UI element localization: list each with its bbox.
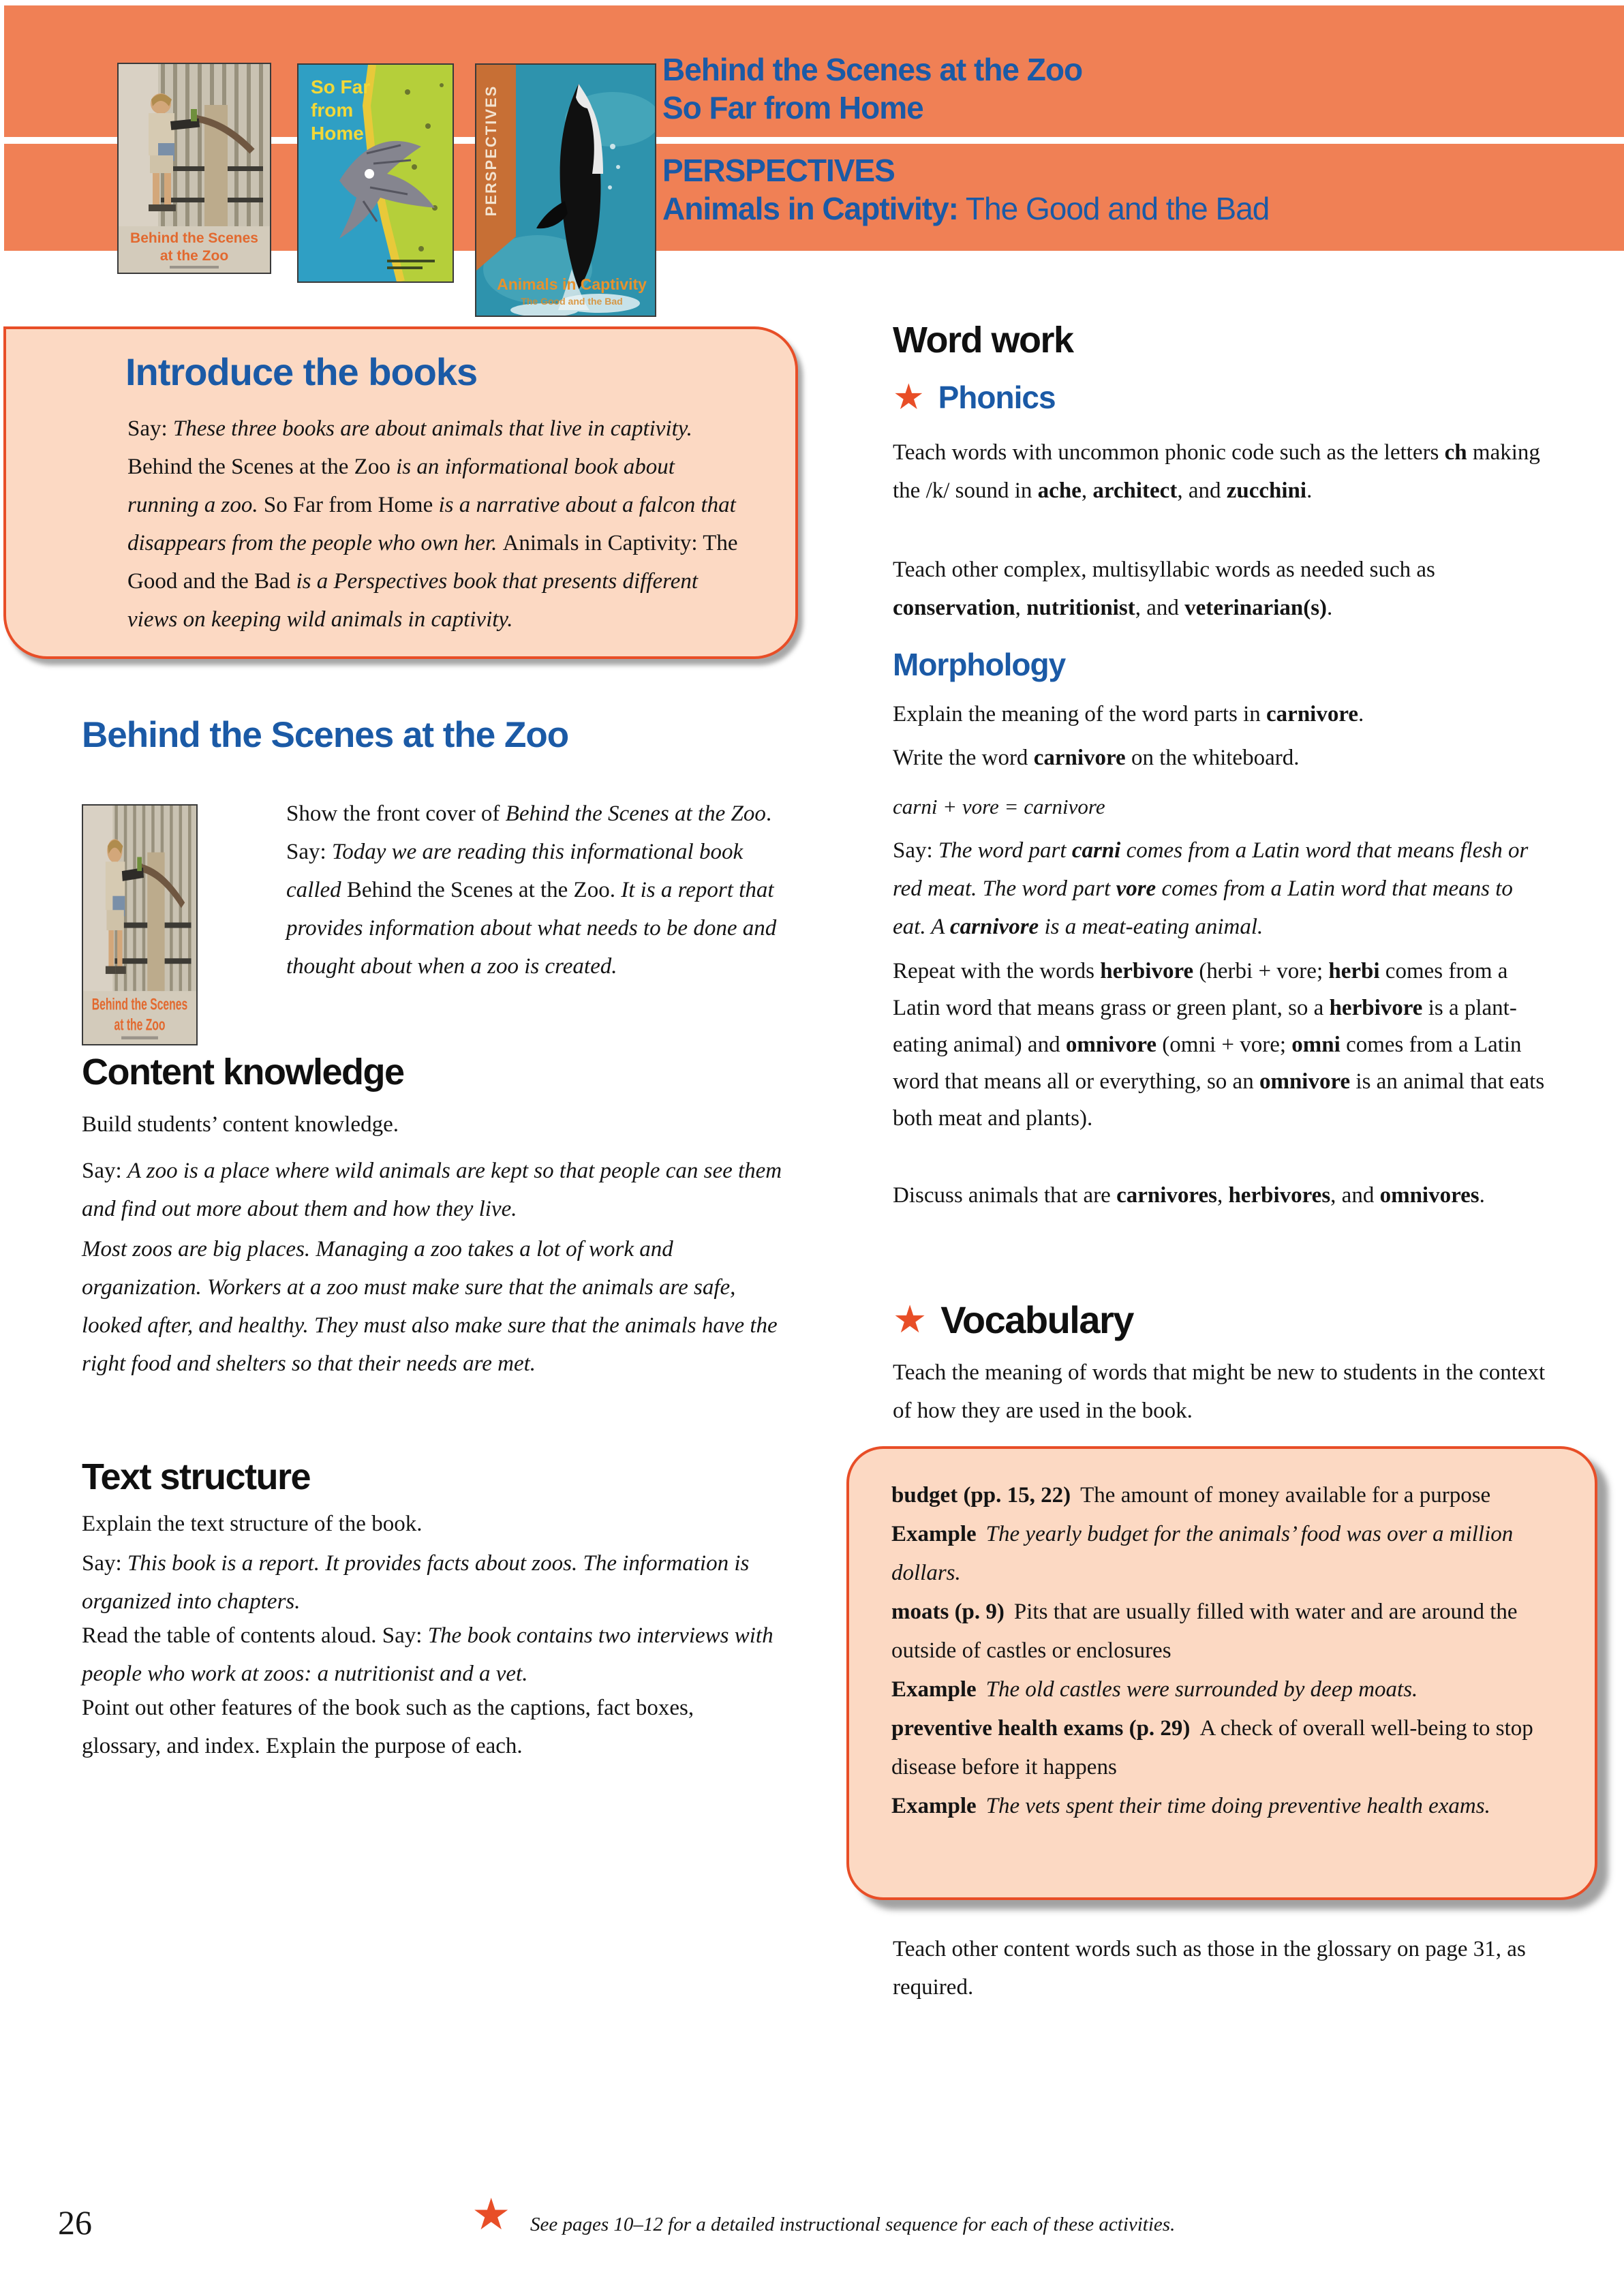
text-structure-p2: Say: This book is a report. It provides facts about zoos. The information is organized into chapters.: [82, 1551, 750, 1614]
morphology-heading: Morphology: [893, 647, 1066, 682]
phonics-p2: Teach other complex, multisyllabic words as needed such as conservation, nutritionist, and veterinarian(s).: [893, 557, 1435, 620]
svg-text:at the Zoo: at the Zoo: [159, 248, 229, 264]
text-structure-heading: Text structure: [82, 1456, 311, 1497]
orca-cover-illustration: [476, 65, 655, 316]
introduce-books-body: Say: These three books are about animals that live in captivity. Behind the Scenes at the Zoo is an informational book about running a zoo. So Far from Home is a narrative about a falcon that disappears from the people who own her. Animals in Captivity: The Good and the Bad is a Perspectives book that presents different views on keeping wild animals in captivity.: [127, 416, 738, 632]
content-knowledge-heading: Content knowledge: [82, 1052, 404, 1092]
banner-series-title: Animals in Captivity: The Good and the Bad: [662, 191, 1270, 226]
banner-title-book1: Behind the Scenes at the Zoo: [662, 52, 1083, 87]
footer-note: See pages 10–12 for a detailed instructional sequence for each of these activities.: [530, 2214, 1176, 2235]
content-knowledge-p2: Say: A zoo is a place where wild animals are kept so that people can see them and find out more about them and how they live.: [82, 1159, 782, 1221]
svg-text:Behind the Scenes: Behind the Scenes: [130, 230, 258, 246]
vocab-example-preventive-health-exams: Example The vets spent their time doing preventive health exams.: [891, 1794, 1490, 1818]
vocab-example-budget: Example The yearly budget for the animals’ food was over a million dollars.: [891, 1522, 1514, 1585]
book-cover-behind-the-scenes: [117, 63, 271, 274]
vocab-term-moats: moats (p. 9) Pits that are usually filled with water and are around the outside of castles or enclosures: [891, 1600, 1518, 1663]
phonics-p1: Teach words with uncommon phonic code such as the letters ch making the /k/ sound in ache, architect, and zucchini.: [893, 440, 1540, 503]
star-icon: ★: [893, 377, 925, 418]
morphology-equation: carni + vore = carnivore: [893, 795, 1105, 819]
morphology-p2: Write the word carnivore on the whiteboard.: [893, 746, 1300, 770]
morphology-p1: Explain the meaning of the word parts in carnivore.: [893, 702, 1364, 727]
falcon-cover-illustration: [298, 65, 453, 281]
vocabulary-heading-row: [893, 1298, 1133, 1342]
zoo-section-heading: Behind the Scenes at the Zoo: [82, 715, 569, 755]
vocab-example-moats: Example The old castles were surrounded by deep moats.: [891, 1677, 1418, 1702]
svg-text:at the Zoo: at the Zoo: [114, 1016, 166, 1035]
vocabulary-intro: Teach the meaning of words that might be new to students in the context of how they are used in the book.: [893, 1360, 1546, 1423]
zoo-section-small-cover: [82, 804, 198, 1045]
phonics-heading: Phonics: [938, 380, 1056, 415]
vocab-term-budget: budget (pp. 15, 22) The amount of money available for a purpose: [891, 1483, 1491, 1508]
star-icon: ★: [893, 1297, 928, 1342]
banner-title-book2: So Far from Home: [662, 90, 923, 125]
page-number: 26: [58, 2203, 92, 2242]
banner-titles: [662, 50, 1269, 228]
star-icon: ★: [472, 2190, 511, 2240]
morphology-p3: Say: The word part carni comes from a Latin word that means flesh or red meat. The word part vore comes from a Latin word that means to eat. A carnivore is a meat-eating animal.: [893, 838, 1529, 939]
introduce-books-title: Introduce the books: [125, 350, 478, 393]
svg-text:So Far: So Far: [311, 76, 371, 97]
text-structure-p4: Point out other features of the book such as the captions, fact boxes, glossary, and index. Explain the purpose of each.: [82, 1696, 694, 1758]
word-work-heading: Word work: [893, 320, 1073, 361]
morphology-p5: Discuss animals that are carnivores, herbivores, and omnivores.: [893, 1183, 1485, 1208]
vocabulary-closing: Teach other content words such as those in the glossary on page 31, as required.: [893, 1937, 1526, 2000]
phonics-heading-row: [893, 379, 1056, 416]
text-structure-p3: Read the table of contents aloud. Say: The book contains two interviews with people who work at zoos: a nutritionist and a vet.: [82, 1623, 773, 1686]
text-structure-p1: Explain the text structure of the book.: [82, 1512, 423, 1536]
svg-text:from: from: [311, 100, 354, 121]
book-cover-so-far-from-home: [297, 63, 454, 283]
zoo-section-body: Show the front cover of Behind the Scenes at the Zoo. Say: Today we are reading this informational book called Behind the Scenes at the Zoo. It is a report that provides information about what needs to be done and thought about when a zoo is created.: [286, 801, 777, 979]
svg-text:Behind the Scenes: Behind the Scenes: [91, 996, 188, 1014]
zoo-small-cover-illustration: [83, 806, 196, 1044]
content-knowledge-p3: Most zoos are big places. Managing a zoo takes a lot of work and organization. Workers at a zoo must make sure that the animals are safe, looked after, and healthy. They must also make sure that the animals have the right food and shelters so that their needs are met.: [82, 1237, 778, 1376]
vocab-term-preventive-health-exams: preventive health exams (p. 29) A check of overall well-being to stop disease before it happens: [891, 1716, 1533, 1779]
svg-text:Home: Home: [311, 123, 364, 144]
zoo-cover-illustration: [119, 64, 270, 273]
morphology-p4: Repeat with the words herbivore (herbi + vore; herbi comes from a Latin word that means grass or green plant, so a herbivore is a plant-eating animal) and omnivore (omni + vore; omni comes from a Latin word that means all or everything, so an omnivore is an animal that eats both meat and plants).: [893, 959, 1545, 1131]
svg-text:Animals in Captivity: Animals in Captivity: [497, 275, 647, 293]
vocabulary-box: [846, 1446, 1597, 1900]
svg-text:PERSPECTIVES: PERSPECTIVES: [482, 85, 500, 217]
introduce-books-box: [3, 326, 798, 659]
content-knowledge-p1: Build students’ content knowledge.: [82, 1112, 399, 1137]
svg-text:The Good and the Bad: The Good and the Bad: [521, 296, 623, 307]
vocabulary-heading: Vocabulary: [940, 1298, 1133, 1341]
book-cover-animals-in-captivity: [475, 63, 656, 317]
banner-series-label: PERSPECTIVES: [662, 153, 895, 188]
